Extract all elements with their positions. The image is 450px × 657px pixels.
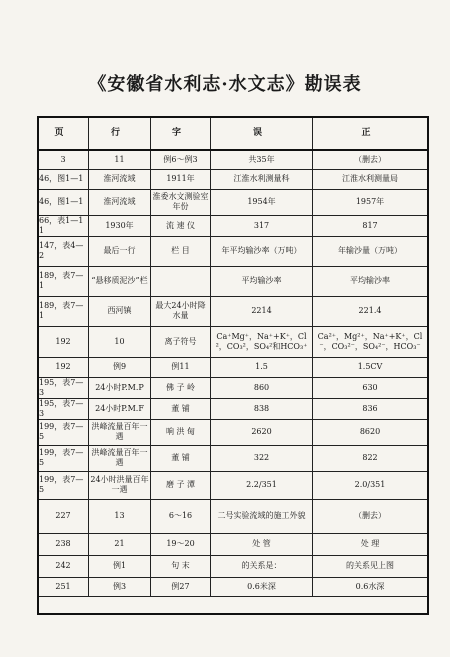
right-cell: 0.6水深 <box>313 577 428 596</box>
page-cell: 192 <box>38 357 89 377</box>
wrong-cell: 860 <box>211 377 313 398</box>
word-cell: 例27 <box>151 577 211 596</box>
line-cell: 24小时洪量百年一遇 <box>89 471 151 499</box>
word-cell: 佛 子 岭 <box>151 377 211 398</box>
line-cell: 10 <box>89 326 151 357</box>
wrong-cell: 二号实验流域的施工外貌 <box>211 499 313 533</box>
line-cell: 例9 <box>89 357 151 377</box>
line-cell: 西河镇 <box>89 296 151 326</box>
wrong-cell: 2.2/351 <box>211 471 313 499</box>
wrong-cell: 0.6米深 <box>211 577 313 596</box>
word-cell: 离子符号 <box>151 326 211 357</box>
column-header-page: 页 <box>38 117 89 151</box>
right-cell: 平均输沙率 <box>313 266 428 296</box>
word-cell: 19～20 <box>151 533 211 555</box>
table-row <box>38 555 428 577</box>
page-cell: 242 <box>38 555 89 577</box>
wrong-cell: 322 <box>211 445 313 471</box>
table-row <box>38 326 428 357</box>
line-cell: 21 <box>89 533 151 555</box>
wrong-cell: 年平均输沙率（万吨） <box>211 236 313 266</box>
word-cell: 1911年 <box>151 169 211 189</box>
table-row <box>38 169 428 189</box>
line-cell: 1930年 <box>89 215 151 236</box>
page-cell: 46，图1—1 <box>38 189 89 215</box>
right-cell: 处 理 <box>313 533 428 555</box>
page-cell: 192 <box>38 326 89 357</box>
right-cell: 2.0/351 <box>313 471 428 499</box>
right-cell: （删去） <box>313 499 428 533</box>
errata-body <box>38 150 428 596</box>
errata-table <box>37 116 428 597</box>
table-header-row <box>38 117 428 151</box>
right-cell: 1957年 <box>313 189 428 215</box>
wrong-cell: 处 管 <box>211 533 313 555</box>
word-cell: 磨 子 潭 <box>151 471 211 499</box>
wrong-cell: 江淮水利测量科 <box>211 169 313 189</box>
word-cell: 例11 <box>151 357 211 377</box>
word-cell: 6～16 <box>151 499 211 533</box>
right-cell: 822 <box>313 445 428 471</box>
right-cell: 817 <box>313 215 428 236</box>
word-cell <box>151 266 211 296</box>
line-cell: 淮河流域 <box>89 169 151 189</box>
right-cell: 年输沙量（万吨） <box>313 236 428 266</box>
page-cell: 189，表7—1 <box>38 266 89 296</box>
column-header-wrong: 误 <box>211 117 313 151</box>
line-cell: 例3 <box>89 577 151 596</box>
page-cell: 195，表7—3 <box>38 377 89 398</box>
wrong-cell: 的关系是： <box>211 555 313 577</box>
page-cell: 238 <box>38 533 89 555</box>
right-cell: 836 <box>313 398 428 419</box>
wrong-cell: 平均输沙率 <box>211 266 313 296</box>
column-header-right: 正 <box>313 117 428 151</box>
line-cell: 最后一行 <box>89 236 151 266</box>
page-cell: 195，表7—3 <box>38 398 89 419</box>
table-row <box>38 419 428 445</box>
table-row <box>38 471 428 499</box>
table-row <box>38 499 428 533</box>
word-cell: 响 洪 甸 <box>151 419 211 445</box>
table-row <box>38 445 428 471</box>
table-row <box>38 150 428 169</box>
page-cell: 199，表7—5 <box>38 471 89 499</box>
table-row <box>38 398 428 419</box>
right-cell: 630 <box>313 377 428 398</box>
line-cell: 11 <box>89 150 151 169</box>
wrong-cell: Ca⁺Mg⁺，Na⁺+K⁺，Cl²，CO₃²，SO₄²和HCO₃⁺ <box>211 326 313 357</box>
column-header-word: 字 <box>151 117 211 151</box>
wrong-cell: 838 <box>211 398 313 419</box>
table-row <box>38 296 428 326</box>
wrong-cell: 2214 <box>211 296 313 326</box>
wrong-cell: 2620 <box>211 419 313 445</box>
word-cell: 董 铺 <box>151 398 211 419</box>
page-cell: 227 <box>38 499 89 533</box>
word-cell: 句 末 <box>151 555 211 577</box>
page-cell: 199，表7—5 <box>38 419 89 445</box>
word-cell: 栏 目 <box>151 236 211 266</box>
line-cell: “悬移质泥沙”栏 <box>89 266 151 296</box>
right-cell: 江淮水利测量局 <box>313 169 428 189</box>
right-cell: Ca²⁺，Mg²⁺，Na⁺+K⁺，Cl⁻，CO₃²⁻，SO₄²⁻，HCO₃⁻ <box>313 326 428 357</box>
word-cell: 董 铺 <box>151 445 211 471</box>
table-row <box>38 236 428 266</box>
right-cell: （删去） <box>313 150 428 169</box>
line-cell: 13 <box>89 499 151 533</box>
right-cell: 8620 <box>313 419 428 445</box>
column-header-line: 行 <box>89 117 151 151</box>
line-cell: 淮河流域 <box>89 189 151 215</box>
page-title: 《安徽省水利志·水文志》勘误表 <box>88 74 362 95</box>
line-cell: 24小时P.M.P <box>89 377 151 398</box>
right-cell: 1.5CV <box>313 357 428 377</box>
right-cell: 的关系见上图 <box>313 555 428 577</box>
word-cell: 淮委水文测验室年份 <box>151 189 211 215</box>
table-row <box>38 215 428 236</box>
page-cell: 147，表4—2 <box>38 236 89 266</box>
page-cell: 251 <box>38 577 89 596</box>
table-row <box>38 357 428 377</box>
word-cell: 流 速 仪 <box>151 215 211 236</box>
wrong-cell: 1.5 <box>211 357 313 377</box>
line-cell: 24小时P.M.F <box>89 398 151 419</box>
table-row <box>38 533 428 555</box>
wrong-cell: 317 <box>211 215 313 236</box>
line-cell: 洪峰流量百年一遇 <box>89 419 151 445</box>
line-cell: 洪峰流量百年一遇 <box>89 445 151 471</box>
table-row <box>38 189 428 215</box>
page-cell: 189，表7—1 <box>38 296 89 326</box>
table-row <box>38 377 428 398</box>
right-cell: 221.4 <box>313 296 428 326</box>
page-cell: 46，图1—1 <box>38 169 89 189</box>
wrong-cell: 共35年 <box>211 150 313 169</box>
page-cell: 3 <box>38 150 89 169</box>
word-cell: 最大24小时降水量 <box>151 296 211 326</box>
table-row <box>38 577 428 596</box>
line-cell: 例1 <box>89 555 151 577</box>
page-cell: 199，表7—5 <box>38 445 89 471</box>
wrong-cell: 1954年 <box>211 189 313 215</box>
table-row <box>38 266 428 296</box>
page-cell: 66，表1—11 <box>38 215 89 236</box>
word-cell: 例6～例3 <box>151 150 211 169</box>
